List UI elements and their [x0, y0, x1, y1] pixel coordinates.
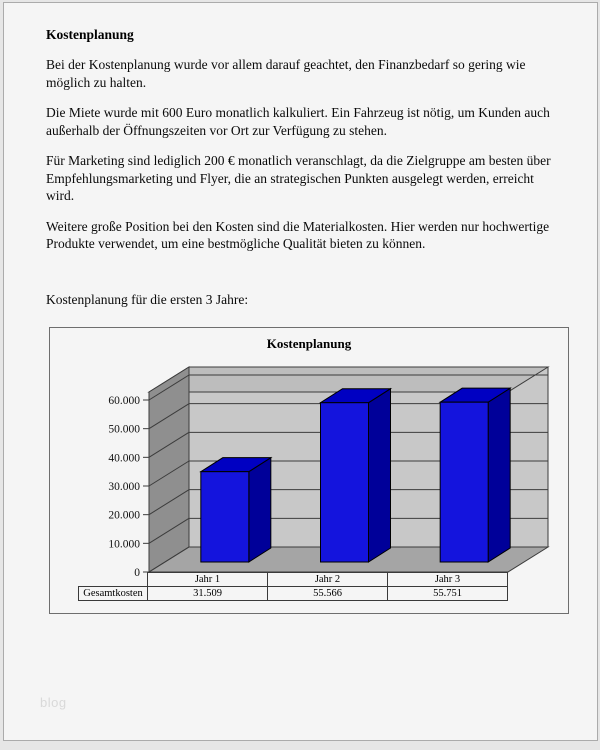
paragraph-finance: Bei der Kostenplanung wurde vor allem darauf geachtet, den Finanzbedarf so gering wie möglich zu halten. — [46, 57, 526, 90]
svg-text:50.000: 50.000 — [108, 423, 140, 436]
paragraph-marketing: Für Marketing sind lediglich 200 € monatlich veranschlagt, da die Zielgruppe am besten über Empfehlungsmarketing und Flyer, die an strategischen Punkten ausgelegt werden, erreicht wird. — [46, 153, 551, 203]
table-header-jahr-2: Jahr 2 — [268, 573, 388, 587]
table-value-jahr-3: 55.751 — [388, 587, 508, 601]
svg-text:30.000: 30.000 — [108, 481, 140, 493]
paragraph-material: Weitere große Position bei den Kosten sind die Materialkosten. Hier werden nur hochwertige Produkte verwendet, um eine bestmögliche Qualität bieten zu können. — [46, 218, 550, 251]
table-header-jahr-3: Jahr 3 — [388, 573, 508, 587]
table-header-row — [79, 573, 508, 587]
document-heading: Kostenplanung — [46, 27, 134, 42]
chart-frame — [49, 327, 569, 614]
table-corner-cell — [79, 573, 148, 587]
table-header-jahr-1: Jahr 1 — [148, 573, 268, 587]
watermark: blog — [40, 695, 67, 710]
svg-text:20.000: 20.000 — [108, 509, 140, 522]
svg-text:0: 0 — [134, 567, 140, 579]
svg-text:40.000: 40.000 — [108, 452, 140, 465]
document-page — [3, 2, 598, 741]
chart-title: Kostenplanung — [266, 336, 352, 351]
chart-intro-text: Kostenplanung für die ersten 3 Jahre: — [46, 291, 249, 307]
document-content — [46, 26, 560, 308]
chart-data-table — [78, 572, 508, 601]
svg-text:10.000: 10.000 — [108, 538, 140, 551]
paragraph-rent: Die Miete wurde mit 600 Euro monatlich kalkuliert. Ein Fahrzeug ist nötig, um Kunden auch außerhalb der Öffnungszeiten vor Ort zur Verfügung zu stehen. — [46, 105, 550, 138]
svg-text:60.000: 60.000 — [108, 395, 140, 407]
table-series-label: Gesamtkosten — [79, 587, 148, 601]
bar-chart-3d — [50, 328, 568, 613]
table-value-jahr-2: 55.566 — [268, 587, 388, 601]
table-value-row — [79, 587, 508, 601]
table-value-jahr-1: 31.509 — [148, 587, 268, 601]
